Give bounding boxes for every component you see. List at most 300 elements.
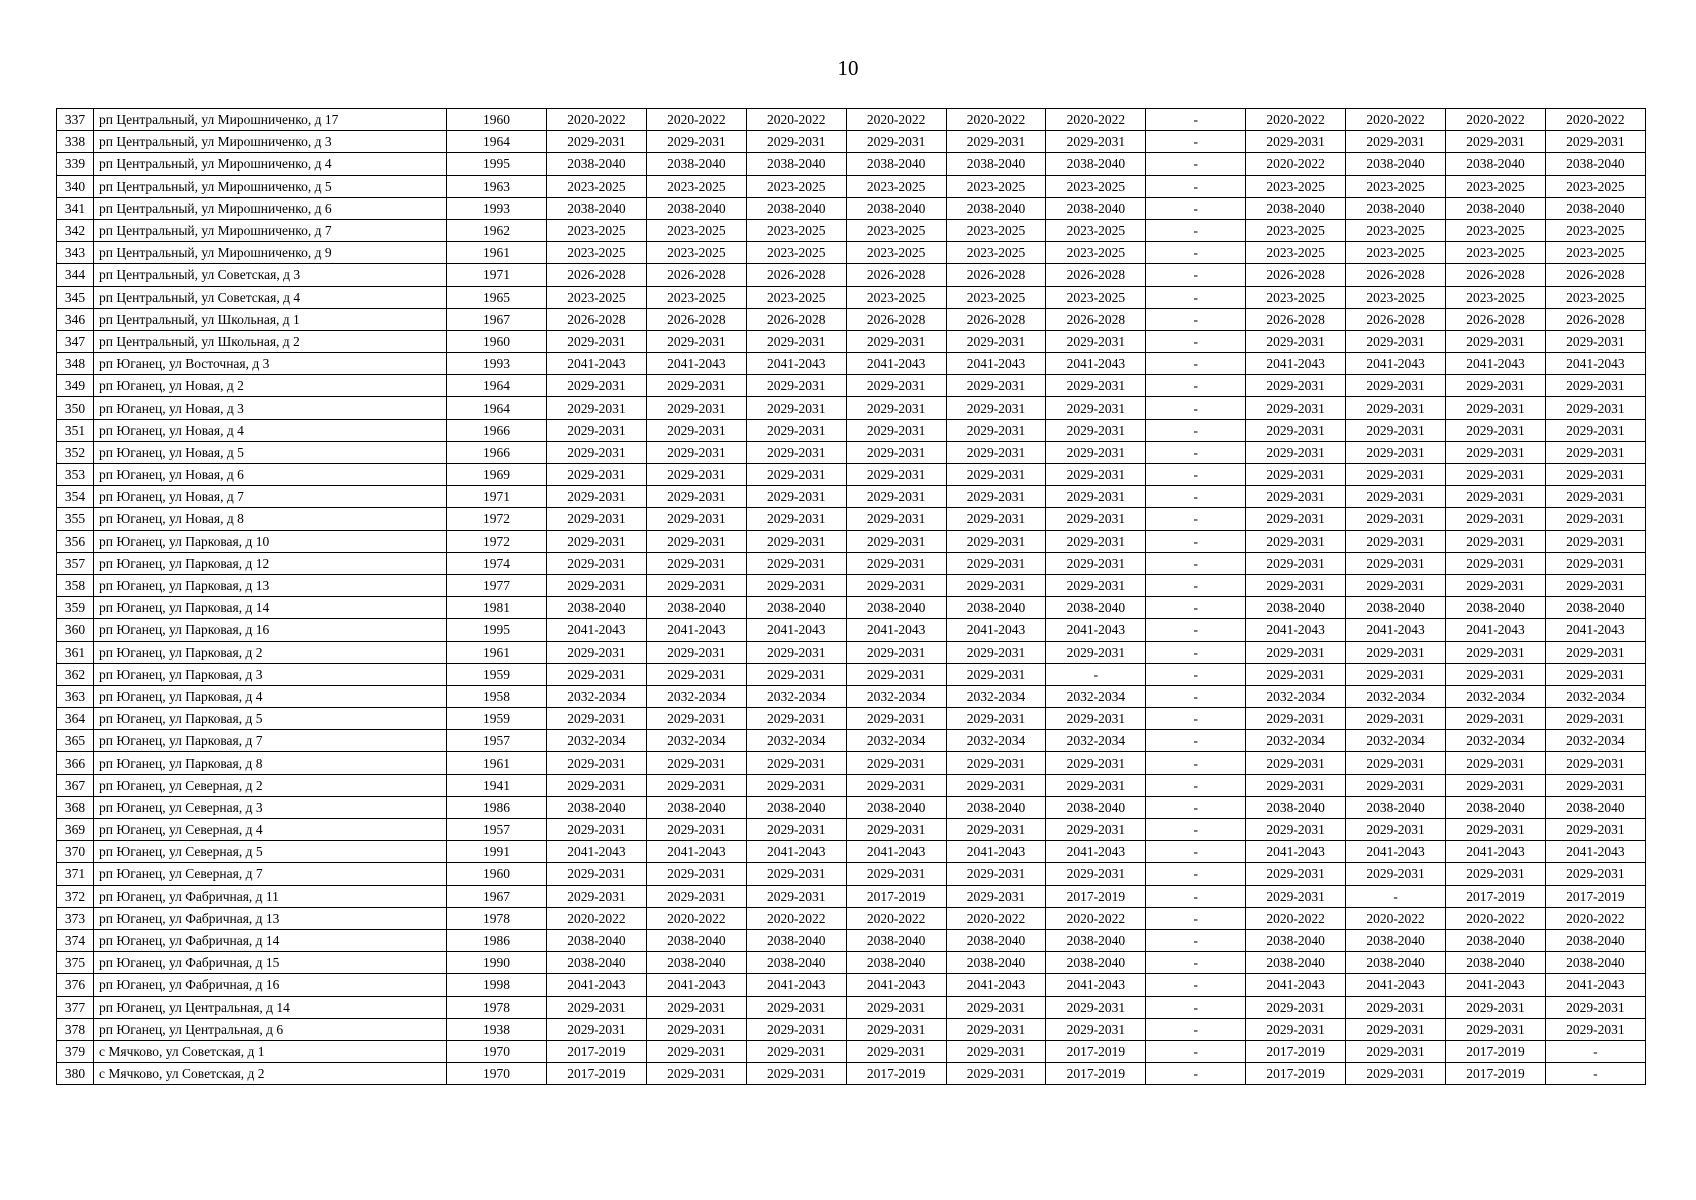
period-cell: 2038-2040 [547, 929, 647, 951]
period-cell: 2020-2022 [547, 109, 647, 131]
period-cell: 2038-2040 [1046, 197, 1146, 219]
period-cell: 2026-2028 [547, 264, 647, 286]
period-cell: 2029-2031 [946, 419, 1046, 441]
table-row [57, 819, 1646, 841]
table-row [57, 597, 1646, 619]
period-cell: 2032-2034 [1545, 685, 1645, 707]
period-cell: 2029-2031 [746, 663, 846, 685]
period-cell: - [1146, 552, 1246, 574]
period-cell: 2029-2031 [1046, 131, 1146, 153]
year-built-cell: 1960 [447, 109, 547, 131]
year-built-cell: 1961 [447, 242, 547, 264]
period-cell: 2029-2031 [846, 996, 946, 1018]
period-cell: 2038-2040 [1046, 952, 1146, 974]
period-cell: 2029-2031 [946, 752, 1046, 774]
period-cell: 2029-2031 [1246, 530, 1346, 552]
period-cell: 2029-2031 [846, 508, 946, 530]
period-cell: 2038-2040 [646, 597, 746, 619]
year-built-cell: 1966 [447, 419, 547, 441]
period-cell: 2029-2031 [646, 996, 746, 1018]
period-cell: 2029-2031 [1545, 375, 1645, 397]
table-row [57, 153, 1646, 175]
period-cell: 2029-2031 [1046, 774, 1146, 796]
period-cell: 2029-2031 [746, 441, 846, 463]
period-cell: 2020-2022 [1346, 109, 1446, 131]
period-cell: 2032-2034 [1346, 685, 1446, 707]
period-cell: 2023-2025 [547, 286, 647, 308]
period-cell: 2029-2031 [1446, 375, 1546, 397]
period-cell: 2029-2031 [746, 131, 846, 153]
period-cell: 2029-2031 [1446, 819, 1546, 841]
period-cell: 2041-2043 [946, 974, 1046, 996]
year-built-cell: 1971 [447, 486, 547, 508]
table-row [57, 974, 1646, 996]
period-cell: 2038-2040 [646, 929, 746, 951]
period-cell: 2029-2031 [1446, 486, 1546, 508]
address-cell: рп Юганец, ул Новая, д 6 [94, 464, 447, 486]
period-cell: - [1146, 1063, 1246, 1085]
period-cell: 2038-2040 [1545, 597, 1645, 619]
period-cell: 2029-2031 [646, 885, 746, 907]
period-cell: 2023-2025 [1346, 242, 1446, 264]
year-built-cell: 1995 [447, 153, 547, 175]
period-cell: 2029-2031 [846, 663, 946, 685]
period-cell: 2029-2031 [1446, 397, 1546, 419]
period-cell: 2038-2040 [746, 952, 846, 974]
period-cell: 2023-2025 [1545, 286, 1645, 308]
address-cell: рп Юганец, ул Восточная, д 3 [94, 353, 447, 375]
period-cell: - [1146, 730, 1246, 752]
row-number-cell: 364 [57, 708, 94, 730]
period-cell: 2029-2031 [946, 641, 1046, 663]
period-cell: 2029-2031 [1446, 330, 1546, 352]
period-cell: 2029-2031 [946, 552, 1046, 574]
period-cell: 2041-2043 [1046, 353, 1146, 375]
year-built-cell: 1967 [447, 885, 547, 907]
period-cell: 2023-2025 [1246, 242, 1346, 264]
period-cell: 2029-2031 [646, 1063, 746, 1085]
period-cell: 2026-2028 [1046, 264, 1146, 286]
table-row [57, 1018, 1646, 1040]
period-cell: - [1146, 308, 1246, 330]
period-cell: 2029-2031 [846, 441, 946, 463]
period-cell: 2029-2031 [1446, 641, 1546, 663]
row-number-cell: 352 [57, 441, 94, 463]
period-cell: - [1146, 974, 1246, 996]
address-cell: рп Центральный, ул Мирошниченко, д 3 [94, 131, 447, 153]
period-cell: 2029-2031 [1246, 663, 1346, 685]
period-cell: 2029-2031 [646, 863, 746, 885]
period-cell: 2029-2031 [1246, 552, 1346, 574]
period-cell: 2029-2031 [846, 530, 946, 552]
period-cell: 2017-2019 [1545, 885, 1645, 907]
period-cell: 2023-2025 [1446, 175, 1546, 197]
table-row [57, 286, 1646, 308]
period-cell: 2038-2040 [1446, 952, 1546, 974]
period-cell: 2038-2040 [946, 597, 1046, 619]
period-cell: 2029-2031 [746, 1040, 846, 1062]
period-cell: 2029-2031 [1046, 708, 1146, 730]
period-cell: 2029-2031 [946, 1063, 1046, 1085]
row-number-cell: 339 [57, 153, 94, 175]
period-cell: 2029-2031 [1246, 486, 1346, 508]
period-cell: 2041-2043 [1046, 841, 1146, 863]
period-cell: 2029-2031 [746, 464, 846, 486]
period-cell: 2023-2025 [1046, 175, 1146, 197]
address-cell: рп Юганец, ул Фабричная, д 16 [94, 974, 447, 996]
period-cell: 2023-2025 [646, 242, 746, 264]
period-cell: 2020-2022 [646, 907, 746, 929]
period-cell: 2029-2031 [1246, 419, 1346, 441]
period-cell: 2029-2031 [846, 1018, 946, 1040]
period-cell: 2020-2022 [1446, 907, 1546, 929]
period-cell: 2029-2031 [846, 574, 946, 596]
period-cell: 2029-2031 [1046, 574, 1146, 596]
period-cell: 2029-2031 [1346, 1018, 1446, 1040]
table-row [57, 685, 1646, 707]
period-cell: 2029-2031 [1545, 708, 1645, 730]
period-cell: 2029-2031 [746, 508, 846, 530]
period-cell: 2029-2031 [646, 375, 746, 397]
year-built-cell: 1993 [447, 353, 547, 375]
period-cell: 2029-2031 [646, 574, 746, 596]
table-row [57, 774, 1646, 796]
period-cell: 2029-2031 [846, 819, 946, 841]
table-row [57, 264, 1646, 286]
period-cell: 2029-2031 [1046, 375, 1146, 397]
period-cell: 2020-2022 [846, 907, 946, 929]
address-cell: рп Юганец, ул Новая, д 5 [94, 441, 447, 463]
address-cell: рп Юганец, ул Северная, д 5 [94, 841, 447, 863]
period-cell: 2038-2040 [1346, 952, 1446, 974]
address-cell: рп Юганец, ул Центральная, д 14 [94, 996, 447, 1018]
period-cell: 2029-2031 [746, 774, 846, 796]
period-cell: 2029-2031 [746, 752, 846, 774]
period-cell: 2029-2031 [846, 641, 946, 663]
period-cell: 2017-2019 [1446, 1040, 1546, 1062]
year-built-cell: 1978 [447, 907, 547, 929]
table-row [57, 441, 1646, 463]
period-cell: 2038-2040 [646, 153, 746, 175]
row-number-cell: 370 [57, 841, 94, 863]
period-cell: 2041-2043 [1346, 974, 1446, 996]
period-cell: 2029-2031 [746, 375, 846, 397]
period-cell: 2023-2025 [646, 175, 746, 197]
address-cell: рп Юганец, ул Северная, д 3 [94, 796, 447, 818]
period-cell: - [1146, 819, 1246, 841]
period-cell: 2032-2034 [1545, 730, 1645, 752]
period-cell: 2038-2040 [646, 952, 746, 974]
period-cell: - [1146, 863, 1246, 885]
period-cell: 2038-2040 [646, 796, 746, 818]
period-cell: 2029-2031 [1446, 131, 1546, 153]
period-cell: 2029-2031 [1246, 996, 1346, 1018]
year-built-cell: 1969 [447, 464, 547, 486]
period-cell: 2029-2031 [746, 330, 846, 352]
period-cell: 2032-2034 [1446, 685, 1546, 707]
period-cell: 2032-2034 [1246, 730, 1346, 752]
period-cell: 2017-2019 [1246, 1063, 1346, 1085]
period-cell: 2023-2025 [846, 286, 946, 308]
period-cell: - [1146, 907, 1246, 929]
period-cell: 2029-2031 [1545, 752, 1645, 774]
period-cell: - [1146, 353, 1246, 375]
period-cell: 2023-2025 [746, 219, 846, 241]
period-cell: 2029-2031 [1346, 131, 1446, 153]
period-cell: 2026-2028 [1246, 308, 1346, 330]
period-cell: 2029-2031 [646, 464, 746, 486]
year-built-cell: 1957 [447, 819, 547, 841]
period-cell: 2017-2019 [547, 1063, 647, 1085]
period-cell: 2038-2040 [1446, 597, 1546, 619]
period-cell: 2029-2031 [1246, 131, 1346, 153]
address-cell: рп Юганец, ул Парковая, д 8 [94, 752, 447, 774]
period-cell: 2029-2031 [547, 486, 647, 508]
period-cell: - [1146, 153, 1246, 175]
period-cell: 2029-2031 [1346, 530, 1446, 552]
period-cell: 2032-2034 [1346, 730, 1446, 752]
period-cell: 2029-2031 [1545, 996, 1645, 1018]
period-cell: 2029-2031 [1246, 863, 1346, 885]
period-cell: - [1146, 929, 1246, 951]
row-number-cell: 360 [57, 619, 94, 641]
period-cell: 2029-2031 [1046, 752, 1146, 774]
period-cell: 2023-2025 [846, 219, 946, 241]
row-number-cell: 378 [57, 1018, 94, 1040]
period-cell: 2026-2028 [646, 264, 746, 286]
period-cell: 2029-2031 [1246, 752, 1346, 774]
period-cell: 2041-2043 [846, 974, 946, 996]
address-cell: рп Центральный, ул Мирошниченко, д 6 [94, 197, 447, 219]
year-built-cell: 1993 [447, 197, 547, 219]
period-cell: 2041-2043 [547, 974, 647, 996]
period-cell: 2038-2040 [1346, 153, 1446, 175]
period-cell: 2038-2040 [946, 197, 1046, 219]
period-cell: 2038-2040 [1046, 929, 1146, 951]
table-row [57, 730, 1646, 752]
period-cell: 2020-2022 [1545, 907, 1645, 929]
period-cell: 2023-2025 [1545, 175, 1645, 197]
period-cell: 2038-2040 [846, 952, 946, 974]
row-number-cell: 354 [57, 486, 94, 508]
period-cell: 2029-2031 [1346, 663, 1446, 685]
year-built-cell: 1972 [447, 508, 547, 530]
period-cell: 2029-2031 [1346, 996, 1446, 1018]
period-cell: 2029-2031 [946, 885, 1046, 907]
period-cell: 2026-2028 [1346, 264, 1446, 286]
period-cell: 2041-2043 [846, 841, 946, 863]
period-cell: 2029-2031 [1346, 774, 1446, 796]
address-cell: рп Юганец, ул Новая, д 2 [94, 375, 447, 397]
period-cell: 2038-2040 [1446, 197, 1546, 219]
period-cell: 2029-2031 [846, 330, 946, 352]
period-cell: 2029-2031 [547, 574, 647, 596]
period-cell: - [1146, 574, 1246, 596]
period-cell: 2026-2028 [946, 308, 1046, 330]
period-cell: 2029-2031 [646, 486, 746, 508]
address-cell: рп Юганец, ул Фабричная, д 14 [94, 929, 447, 951]
period-cell: 2029-2031 [1046, 863, 1146, 885]
period-cell: 2026-2028 [1346, 308, 1446, 330]
period-cell: 2038-2040 [946, 153, 1046, 175]
table-row [57, 308, 1646, 330]
year-built-cell: 1965 [447, 286, 547, 308]
period-cell: 2029-2031 [946, 708, 1046, 730]
period-cell: - [1146, 109, 1246, 131]
year-built-cell: 1967 [447, 308, 547, 330]
address-cell: рп Юганец, ул Северная, д 2 [94, 774, 447, 796]
period-cell: 2029-2031 [946, 996, 1046, 1018]
period-cell: 2029-2031 [1246, 464, 1346, 486]
address-cell: рп Юганец, ул Парковая, д 10 [94, 530, 447, 552]
year-built-cell: 1962 [447, 219, 547, 241]
period-cell: - [1146, 397, 1246, 419]
period-cell: 2032-2034 [946, 730, 1046, 752]
period-cell: - [1146, 685, 1246, 707]
period-cell: 2029-2031 [646, 1018, 746, 1040]
period-cell: 2029-2031 [646, 397, 746, 419]
address-cell: рп Центральный, ул Школьная, д 1 [94, 308, 447, 330]
year-built-cell: 1986 [447, 796, 547, 818]
address-cell: рп Центральный, ул Мирошниченко, д 17 [94, 109, 447, 131]
period-cell: 2023-2025 [646, 219, 746, 241]
table-row [57, 464, 1646, 486]
period-cell: 2029-2031 [846, 486, 946, 508]
table-row [57, 796, 1646, 818]
period-cell: 2020-2022 [1346, 907, 1446, 929]
period-cell: - [1545, 1040, 1645, 1062]
period-cell: 2029-2031 [547, 863, 647, 885]
period-cell: 2029-2031 [1545, 863, 1645, 885]
table-row [57, 619, 1646, 641]
period-cell: 2041-2043 [746, 619, 846, 641]
period-cell: 2038-2040 [846, 597, 946, 619]
table-row [57, 663, 1646, 685]
period-cell: 2029-2031 [646, 552, 746, 574]
address-cell: рп Юганец, ул Парковая, д 2 [94, 641, 447, 663]
row-number-cell: 371 [57, 863, 94, 885]
period-cell: 2038-2040 [547, 796, 647, 818]
table-row [57, 397, 1646, 419]
year-built-cell: 1970 [447, 1063, 547, 1085]
period-cell: 2029-2031 [547, 419, 647, 441]
period-cell: - [1146, 131, 1246, 153]
year-built-cell: 1958 [447, 685, 547, 707]
period-cell: 2038-2040 [1346, 929, 1446, 951]
period-cell: 2029-2031 [746, 708, 846, 730]
period-cell: 2041-2043 [1246, 841, 1346, 863]
period-cell: 2029-2031 [1346, 641, 1446, 663]
period-cell: 2029-2031 [547, 441, 647, 463]
period-cell: 2029-2031 [646, 641, 746, 663]
period-cell: 2029-2031 [547, 819, 647, 841]
address-cell: рп Юганец, ул Парковая, д 16 [94, 619, 447, 641]
period-cell: 2041-2043 [1246, 353, 1346, 375]
year-built-cell: 1972 [447, 530, 547, 552]
period-cell: 2029-2031 [1046, 486, 1146, 508]
period-cell: 2038-2040 [846, 796, 946, 818]
row-number-cell: 345 [57, 286, 94, 308]
period-cell: - [1146, 330, 1246, 352]
year-built-cell: 1966 [447, 441, 547, 463]
period-cell: 2017-2019 [1046, 1040, 1146, 1062]
period-cell: 2029-2031 [946, 774, 1046, 796]
row-number-cell: 355 [57, 508, 94, 530]
period-cell: 2026-2028 [1545, 308, 1645, 330]
table-row [57, 641, 1646, 663]
period-cell: 2038-2040 [547, 197, 647, 219]
row-number-cell: 342 [57, 219, 94, 241]
year-built-cell: 1986 [447, 929, 547, 951]
period-cell: 2029-2031 [746, 641, 846, 663]
period-cell: 2029-2031 [946, 441, 1046, 463]
period-cell: 2029-2031 [1046, 1018, 1146, 1040]
period-cell: 2029-2031 [746, 1018, 846, 1040]
period-cell: 2029-2031 [1246, 397, 1346, 419]
period-cell: 2023-2025 [946, 175, 1046, 197]
period-cell: 2032-2034 [746, 730, 846, 752]
period-cell: 2023-2025 [1446, 242, 1546, 264]
table-row [57, 1063, 1646, 1085]
period-cell: 2029-2031 [646, 530, 746, 552]
year-built-cell: 1963 [447, 175, 547, 197]
period-cell: 2029-2031 [746, 530, 846, 552]
year-built-cell: 1957 [447, 730, 547, 752]
period-cell: - [1146, 597, 1246, 619]
row-number-cell: 358 [57, 574, 94, 596]
period-cell: 2029-2031 [1046, 552, 1146, 574]
row-number-cell: 343 [57, 242, 94, 264]
period-cell: - [1146, 641, 1246, 663]
period-cell: 2020-2022 [846, 109, 946, 131]
period-cell: 2029-2031 [1446, 508, 1546, 530]
period-cell: - [1346, 885, 1446, 907]
period-cell: 2029-2031 [1446, 419, 1546, 441]
table-row [57, 353, 1646, 375]
period-cell: 2029-2031 [946, 530, 1046, 552]
period-cell: 2029-2031 [1246, 375, 1346, 397]
period-cell: 2023-2025 [946, 219, 1046, 241]
period-cell: 2029-2031 [946, 663, 1046, 685]
period-cell: - [1146, 242, 1246, 264]
period-cell: 2029-2031 [1545, 441, 1645, 463]
period-cell: 2029-2031 [946, 574, 1046, 596]
period-cell: 2041-2043 [746, 841, 846, 863]
row-number-cell: 338 [57, 131, 94, 153]
period-cell: 2029-2031 [746, 996, 846, 1018]
period-cell: 2029-2031 [1545, 131, 1645, 153]
period-cell: 2029-2031 [547, 397, 647, 419]
period-cell: 2038-2040 [1545, 153, 1645, 175]
address-cell: рп Центральный, ул Мирошниченко, д 7 [94, 219, 447, 241]
year-built-cell: 1995 [447, 619, 547, 641]
address-cell: рп Юганец, ул Новая, д 8 [94, 508, 447, 530]
period-cell: - [1046, 663, 1146, 685]
period-cell: 2026-2028 [547, 308, 647, 330]
period-cell: 2029-2031 [746, 885, 846, 907]
period-cell: 2029-2031 [1446, 774, 1546, 796]
period-cell: 2023-2025 [1046, 286, 1146, 308]
row-number-cell: 376 [57, 974, 94, 996]
table-row [57, 929, 1646, 951]
address-cell: рп Юганец, ул Новая, д 3 [94, 397, 447, 419]
table-row [57, 219, 1646, 241]
period-cell: 2029-2031 [547, 1018, 647, 1040]
period-cell: 2029-2031 [547, 663, 647, 685]
period-cell: 2038-2040 [746, 597, 846, 619]
period-cell: 2032-2034 [1446, 730, 1546, 752]
period-cell: 2023-2025 [1545, 242, 1645, 264]
